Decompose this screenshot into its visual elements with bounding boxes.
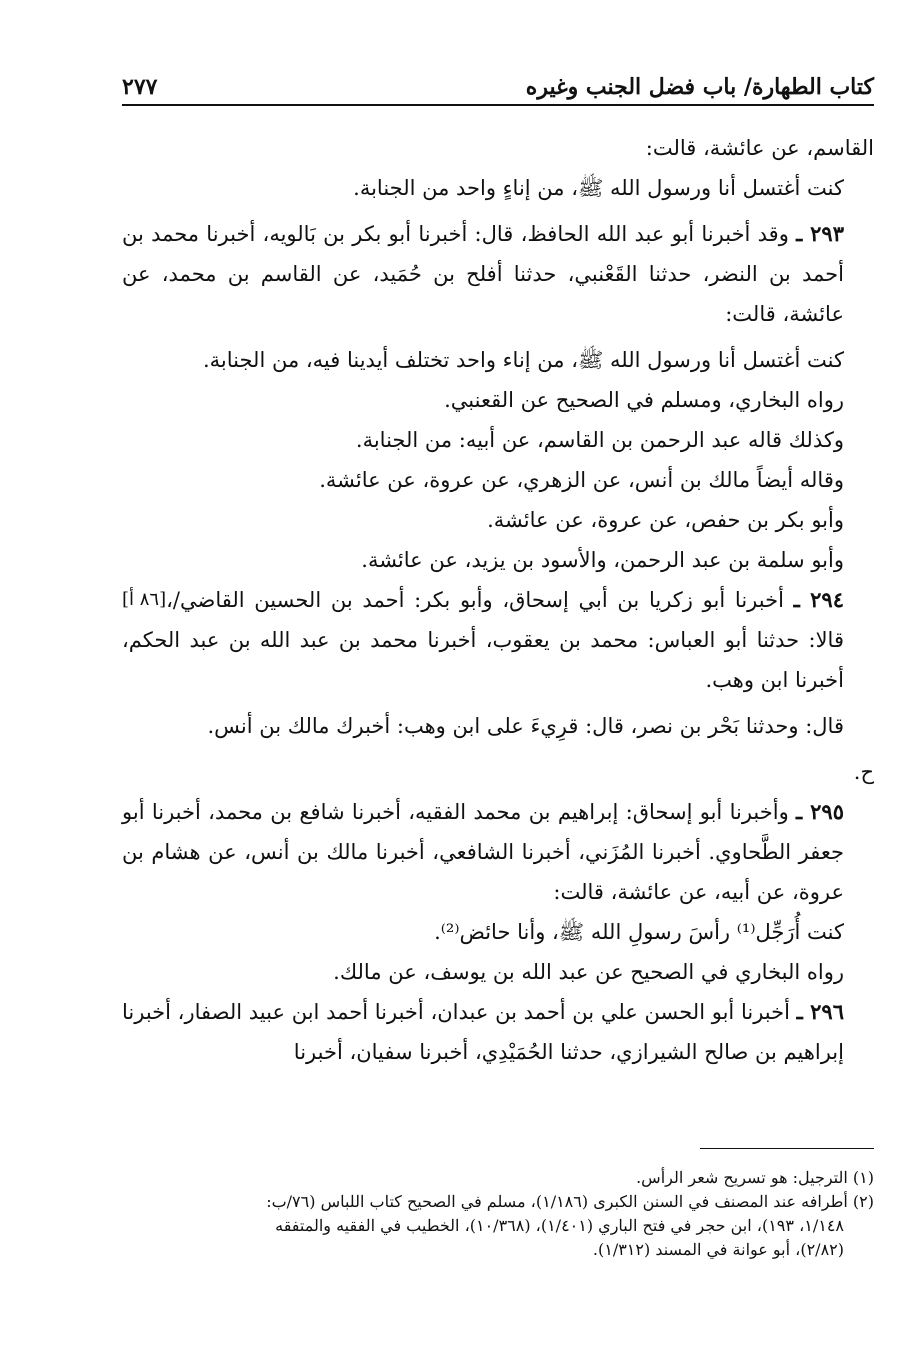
hadith-text: كنت أُرَجِّل⁽¹⁾ رأسَ رسولِ الله ﷺ، وأنا حائض⁽²⁾. — [434, 920, 844, 944]
header-title: كتاب الطهارة/ باب فضل الجنب وغيره — [525, 74, 874, 100]
footnote-2-continued: (٢/٨٢)، أبو عوانة في المسند (١/٣١٢). — [592, 1240, 844, 1259]
hadith-294 — [122, 580, 874, 700]
hadith-chain: وأخبرنا أبو إسحاق: إبراهيم بن محمد الفقيه، أخبرنا شافع بن محمد، أخبرنا أبو جعفر الطَّحاوي. أخبرنا المُزَني، أخبرنا الشافعي، أخبرنا مالك بن أنس، عن هشام بن عروة، عن أبيه، عن عائشة، قالت: — [122, 800, 844, 904]
footnotes — [122, 1166, 874, 1262]
hadith-text: كنت أغتسل أنا ورسول الله ﷺ، من إناءٍ واحد من الجنابة. — [353, 176, 844, 200]
paragraph: رواه البخاري في الصحيح عن عبد الله بن يوسف، عن مالك. — [333, 960, 844, 984]
page-number: ٢٧٧ — [122, 74, 158, 100]
running-header — [122, 62, 874, 106]
hadith-293 — [122, 214, 874, 334]
footnote-2: (٢) أطرافه عند المصنف في السنن الكبرى (١/١٨٦)، مسلم في الصحيح كتاب اللباس (٧٦/ب: — [266, 1192, 874, 1211]
paragraph: القاسم، عن عائشة، قالت: — [645, 136, 874, 160]
paragraph: وأبو سلمة بن عبد الرحمن، والأسود بن يزيد، عن عائشة. — [361, 548, 844, 572]
hadith-295 — [122, 792, 874, 912]
paragraph: قال: وحدثنا بَحْر بن نصر، قال: قرِيءَ على ابن وهب: أخبرك مالك بن أنس. — [207, 714, 844, 738]
hadith-number: ٢٩٣ ـ — [796, 221, 844, 246]
hadith-number: ٢٩٤ ـ — [793, 587, 844, 612]
paragraph: رواه البخاري، ومسلم في الصحيح عن القعنبي. — [444, 388, 844, 412]
footnote-1: (١) الترجيل: هو تسريح شعر الرأس. — [636, 1168, 874, 1187]
hadith-chain: وقد أخبرنا أبو عبد الله الحافظ، قال: أخبرنا أبو بكر بن بَالويه، أخبرنا محمد بن أحمد بن النضر، حدثنا القَعْنبي، حدثنا أفلح بن حُمَيد، عن القاسم بن محمد، عن عائشة، قالت: — [122, 222, 844, 326]
folio-marker: [٨٦ أ] — [122, 589, 167, 610]
hadith-chain: أخبرنا أبو الحسن علي بن أحمد بن عبدان، أخبرنا أحمد ابن عبيد الصفار، أخبرنا إبراهيم بن صالح الشيرازي، حدثنا الحُمَيْدِي، أخبرنا سفيان، أخبرنا — [122, 1000, 844, 1064]
hadith-chain: أخبرنا أبو زكريا بن أبي إسحاق، وأبو بكر: أحمد بن الحسين القاضي/، قالا: حدثنا أبو العباس: محمد بن يعقوب، أخبرنا محمد بن عبد الله بن عبد الحكم، أخبرنا ابن وهب. — [122, 588, 844, 692]
paragraph: وكذلك قاله عبد الرحمن بن القاسم، عن أبيه: من الجنابة. — [355, 428, 844, 452]
paragraph: وأبو بكر بن حفص، عن عروة، عن عائشة. — [487, 508, 844, 532]
main-text — [122, 128, 874, 1072]
paragraph: وقاله أيضاً مالك بن أنس، عن الزهري، عن عروة، عن عائشة. — [319, 468, 844, 492]
hadith-number: ٢٩٥ ـ — [796, 799, 844, 824]
footnote-divider — [700, 1148, 874, 1149]
paragraph: ح. — [853, 760, 874, 784]
footnote-2-continued: ١/١٤٨، ١٩٣)، ابن حجر في فتح الباري (١/٤٠١)، (١٠/٣٦٨)، الخطيب في الفقيه والمتفقه — [275, 1216, 844, 1235]
hadith-296 — [122, 992, 874, 1072]
hadith-text: كنت أغتسل أنا ورسول الله ﷺ، من إناء واحد تختلف أيدينا فيه، من الجنابة. — [202, 348, 844, 372]
hadith-number: ٢٩٦ ـ — [796, 999, 844, 1024]
